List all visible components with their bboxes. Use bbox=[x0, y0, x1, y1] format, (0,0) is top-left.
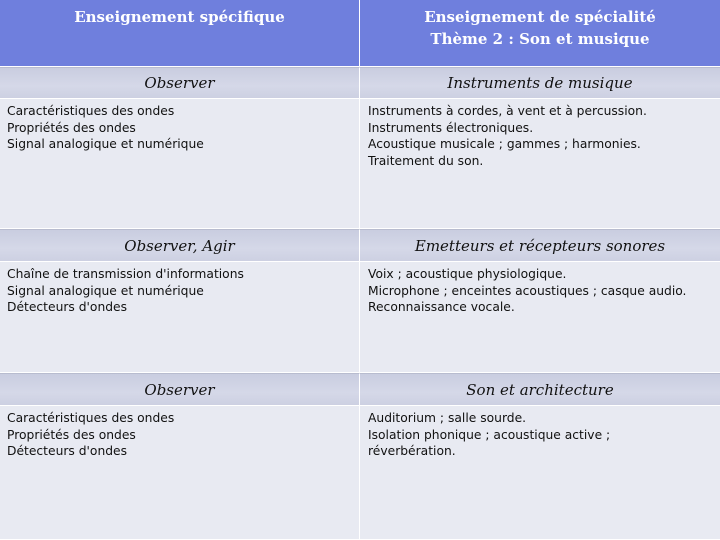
row-2-right-heading: Emetteurs et récepteurs sonores bbox=[360, 229, 720, 262]
header-specific bbox=[0, 0, 360, 67]
row-3-right-line: Isolation phonique ; acoustique active ; bbox=[368, 427, 611, 442]
row-1-right-line: Acoustique musicale ; gammes ; harmonies. bbox=[368, 137, 641, 151]
row-2-left-line: Détecteurs d'ondes bbox=[7, 300, 128, 314]
row-1-right-line: Traitement du son. bbox=[368, 153, 484, 168]
row-3-left-line: Propriétés des ondes bbox=[7, 427, 136, 442]
row-1-left-heading: Observer bbox=[0, 67, 360, 99]
header-specialty-theme: Thème 2 : Son et musique bbox=[430, 30, 650, 48]
row-1-right-line: Instruments électroniques. bbox=[368, 120, 534, 135]
header-specialty-title: Enseignement de spécialité bbox=[424, 8, 656, 26]
row-1-left-line: Caractéristiques des ondes bbox=[7, 104, 175, 118]
row-1-right-body bbox=[360, 99, 720, 229]
row-2-right-line: Voix ; acoustique physiologique. bbox=[368, 267, 567, 281]
row-1-left-line: Signal analogique et numérique bbox=[7, 137, 204, 151]
row-2-right-line: Microphone ; enceintes acoustiques ; casque audio. bbox=[368, 283, 687, 298]
row-1-left-line: Propriétés des ondes bbox=[7, 120, 136, 135]
row-2-left-heading: Observer, Agir bbox=[0, 229, 360, 262]
row-3-right-body bbox=[360, 406, 720, 540]
row-2-left-line: Chaîne de transmission d'informations bbox=[7, 267, 244, 281]
row-2-left-line: Signal analogique et numérique bbox=[7, 283, 204, 298]
row-3-left-heading: Observer bbox=[0, 373, 360, 406]
row-3-left-line: Caractéristiques des ondes bbox=[7, 411, 175, 425]
row-3-left-line: Détecteurs d'ondes bbox=[7, 444, 128, 458]
row-3-right-heading: Son et architecture bbox=[360, 373, 720, 406]
row-2-right-line: Reconnaissance vocale. bbox=[368, 300, 515, 314]
row-1-left-body bbox=[0, 99, 360, 229]
row-3-right-line: Auditorium ; salle sourde. bbox=[368, 411, 527, 425]
row-3-left-body bbox=[0, 406, 360, 540]
header-specific-title: Enseignement spécifique bbox=[74, 8, 285, 26]
row-2-right-body bbox=[360, 262, 720, 373]
row-1-right-heading: Instruments de musique bbox=[360, 67, 720, 99]
header-specialty bbox=[360, 0, 720, 67]
row-1-right-line: Instruments à cordes, à vent et à percussion. bbox=[368, 104, 647, 118]
row-3-right-line: réverbération. bbox=[368, 444, 456, 458]
row-2-left-body bbox=[0, 262, 360, 373]
